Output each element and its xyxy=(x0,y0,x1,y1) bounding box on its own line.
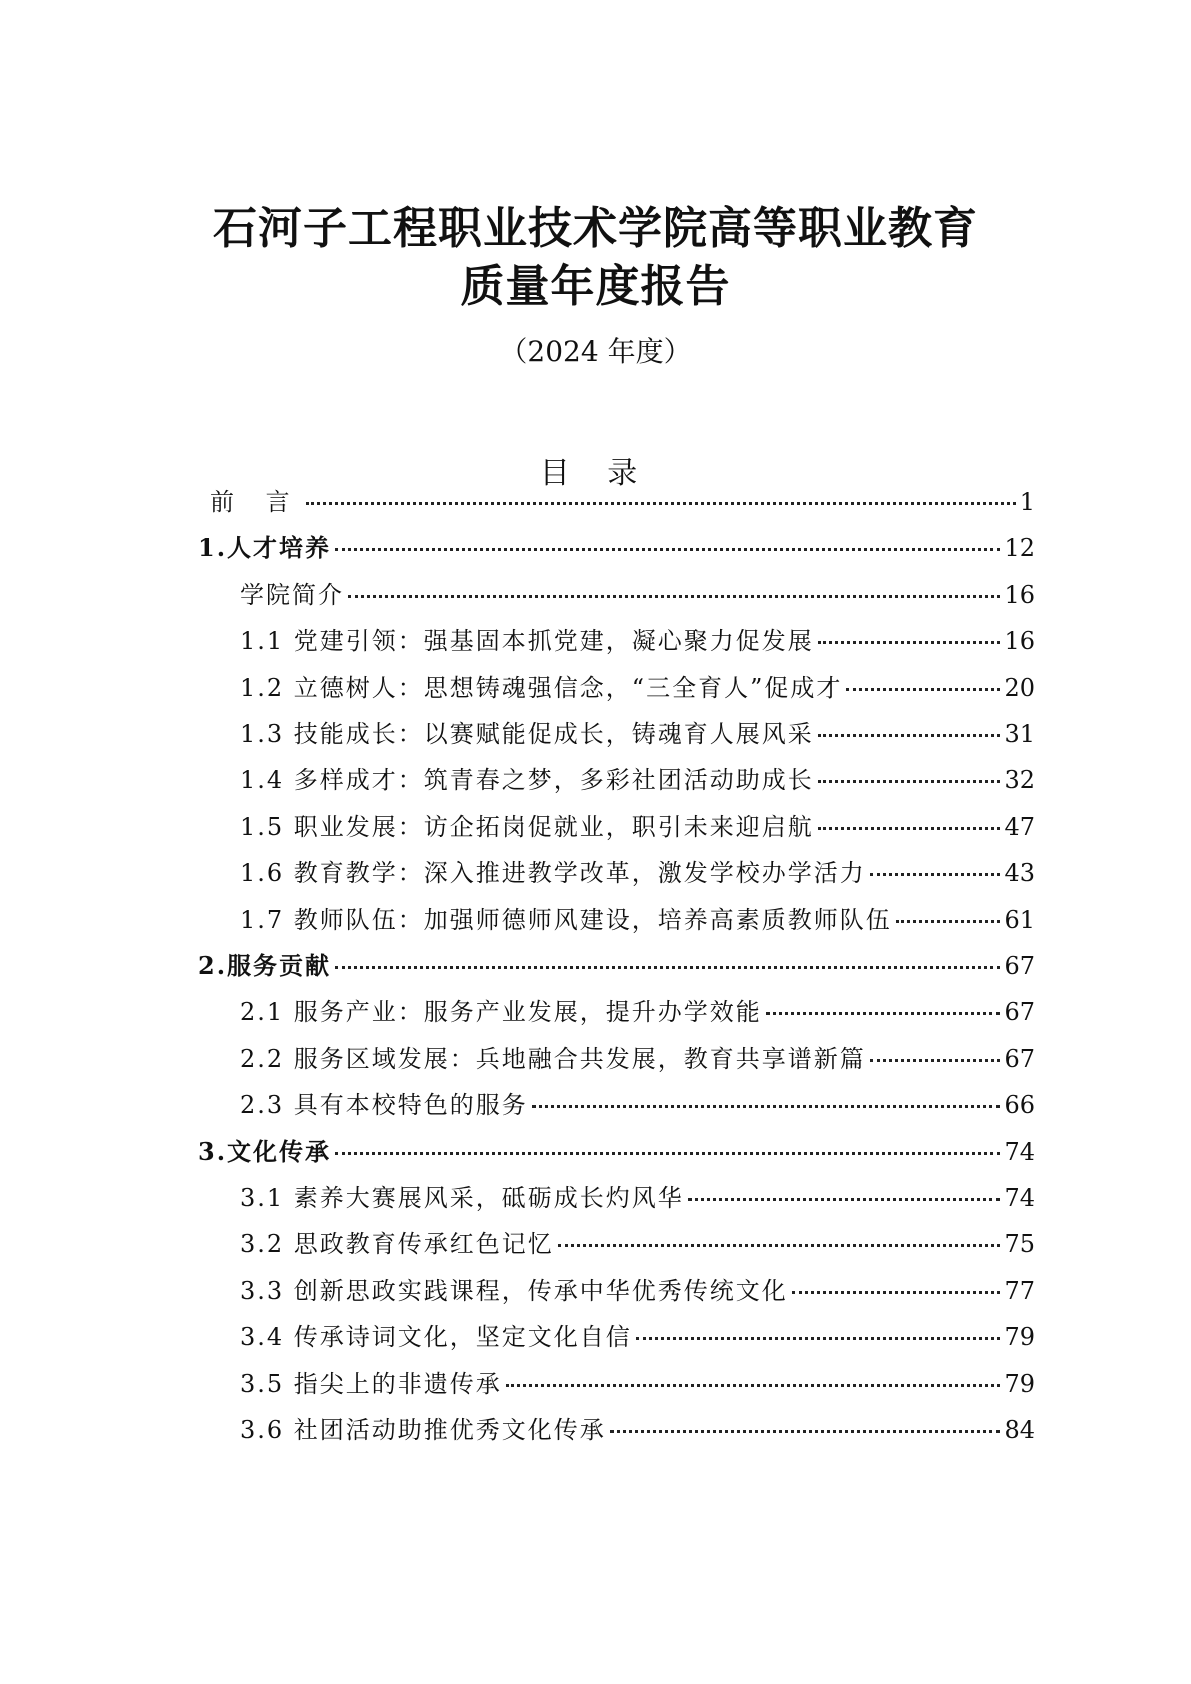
toc-entry-page-number: 12 xyxy=(1004,534,1035,563)
toc-entry-page-number: 61 xyxy=(1004,905,1035,934)
toc-dot-leader xyxy=(766,1011,1001,1015)
toc-dot-leader xyxy=(818,640,1001,644)
toc-entry[interactable] xyxy=(198,948,1035,984)
toc-entry-label: 3.4 传承诗词文化，坚定文化自信 xyxy=(240,1323,632,1352)
toc-entry-label: 3.3 创新思政实践课程，传承中华优秀传统文化 xyxy=(240,1276,788,1305)
toc-dot-leader xyxy=(610,1429,1001,1433)
toc-entry-label: 1.1 党建引领：强基固本抓党建，凝心聚力促发展 xyxy=(240,627,814,656)
toc-dot-leader xyxy=(335,965,1000,969)
toc-entry[interactable] xyxy=(240,1041,1035,1077)
toc-entry-label: 1.2 立德树人：思想铸魂强信念，“三全育人”促成才 xyxy=(240,673,843,702)
toc-entry-page-number: 79 xyxy=(1004,1369,1035,1398)
toc-dot-leader xyxy=(896,919,1001,923)
toc-dot-leader xyxy=(558,1243,1001,1247)
toc-entry-label: 1.5 职业发展：访企拓岗促就业，职引未来迎启航 xyxy=(240,812,814,841)
toc-entry[interactable] xyxy=(240,809,1035,845)
toc-entry-page-number: 67 xyxy=(1004,952,1035,980)
toc-entry-label: 2.3 具有本校特色的服务 xyxy=(240,1091,528,1120)
toc-entry[interactable] xyxy=(240,623,1035,659)
toc-entry[interactable] xyxy=(240,762,1035,798)
toc-dot-leader xyxy=(636,1336,1001,1340)
toc-dot-leader xyxy=(818,779,1001,783)
toc-entry[interactable] xyxy=(240,1319,1035,1355)
toc-dot-leader xyxy=(532,1104,1001,1108)
toc-entry-label: 1.人才培养 xyxy=(198,533,332,563)
toc-entry[interactable] xyxy=(240,1180,1035,1216)
toc-entry[interactable] xyxy=(240,994,1035,1030)
toc-entry-page-number: 16 xyxy=(1004,627,1035,656)
toc-entry[interactable] xyxy=(240,902,1035,938)
toc-entry-page-number: 74 xyxy=(1004,1137,1035,1166)
toc-entry[interactable] xyxy=(240,1087,1035,1123)
toc-entry[interactable] xyxy=(210,484,1035,520)
toc-entry-page-number: 16 xyxy=(1004,580,1035,609)
toc-dot-leader xyxy=(846,687,1000,691)
toc-dot-leader xyxy=(792,1290,1001,1294)
toc-entry[interactable] xyxy=(240,716,1035,752)
toc-entry-page-number: 84 xyxy=(1004,1416,1035,1444)
toc-entry-page-number: 74 xyxy=(1004,1184,1035,1212)
toc-entry[interactable] xyxy=(240,1366,1035,1402)
toc-entry-label: 2.1 服务产业：服务产业发展，提升办学效能 xyxy=(240,998,762,1027)
toc-entry-label: 1.6 教育教学：深入推进教学改革，激发学校办学活力 xyxy=(240,859,866,888)
toc-entry-page-number: 75 xyxy=(1004,1230,1035,1259)
toc-entry-label: 前 言 xyxy=(210,488,302,516)
toc-entry-label: 3.文化传承 xyxy=(198,1136,332,1166)
toc-dot-leader xyxy=(335,547,1000,551)
toc-entry-label: 1.3 技能成长：以赛赋能促成长，铸魂育人展风采 xyxy=(240,720,814,748)
toc-entry-page-number: 79 xyxy=(1004,1323,1035,1352)
toc-entry[interactable] xyxy=(240,1226,1035,1262)
toc-entry[interactable] xyxy=(240,1273,1035,1309)
toc-dot-leader xyxy=(306,501,1016,505)
toc-entry-page-number: 31 xyxy=(1004,720,1035,748)
toc-entry[interactable] xyxy=(198,530,1035,566)
toc-dot-leader xyxy=(506,1383,1001,1387)
toc-entry-label: 3.1 素养大赛展风采，砥砺成长灼风华 xyxy=(240,1184,684,1212)
toc-entry-label: 3.5 指尖上的非遗传承 xyxy=(240,1369,502,1398)
toc-entry[interactable] xyxy=(240,855,1035,891)
toc-entry-page-number: 20 xyxy=(1004,673,1035,702)
toc-entry-label: 学院简介 xyxy=(240,580,344,609)
toc-entry-label: 1.7 教师队伍：加强师德师风建设，培养高素质教师队伍 xyxy=(240,905,892,934)
toc-entry-label: 3.2 思政教育传承红色记忆 xyxy=(240,1230,554,1259)
toc-entry[interactable] xyxy=(240,1412,1035,1448)
toc-entry-label: 1.4 多样成才：筑青春之梦，多彩社团活动助成长 xyxy=(240,766,814,795)
toc-entry-label: 3.6 社团活动助推优秀文化传承 xyxy=(240,1416,606,1444)
toc-entry-page-number: 77 xyxy=(1004,1276,1035,1305)
toc-dot-leader xyxy=(818,733,1001,737)
toc-entry-label: 2.2 服务区域发展：兵地融合共发展，教育共享谱新篇 xyxy=(240,1044,866,1073)
toc-dot-leader xyxy=(870,872,1001,876)
toc-entry-page-number: 1 xyxy=(1019,488,1035,516)
toc-entry[interactable] xyxy=(198,1134,1035,1170)
toc-entry-page-number: 66 xyxy=(1004,1091,1035,1120)
toc-entry[interactable] xyxy=(240,670,1035,706)
toc-entry-label: 2.服务贡献 xyxy=(198,951,332,980)
report-year: （2024 年度） xyxy=(499,335,692,368)
toc-entry-page-number: 32 xyxy=(1004,766,1035,795)
report-title-line-2: 质量年度报告 xyxy=(460,261,731,312)
toc-dot-leader xyxy=(818,826,1001,830)
toc-dot-leader xyxy=(335,1151,1000,1155)
toc-dot-leader xyxy=(348,594,1000,598)
toc-entry-page-number: 47 xyxy=(1004,812,1035,841)
toc-entry[interactable] xyxy=(240,577,1035,613)
toc-entry-page-number: 67 xyxy=(1004,998,1035,1027)
toc-entry-page-number: 43 xyxy=(1004,859,1035,888)
toc-entry-page-number: 67 xyxy=(1004,1044,1035,1073)
title-block xyxy=(0,200,1191,372)
toc-dot-leader xyxy=(688,1197,1001,1201)
toc-heading: 目 录 xyxy=(539,456,652,491)
toc-dot-leader xyxy=(870,1058,1001,1062)
report-title-line-1: 石河子工程职业技术学院高等职业教育 xyxy=(213,203,978,254)
